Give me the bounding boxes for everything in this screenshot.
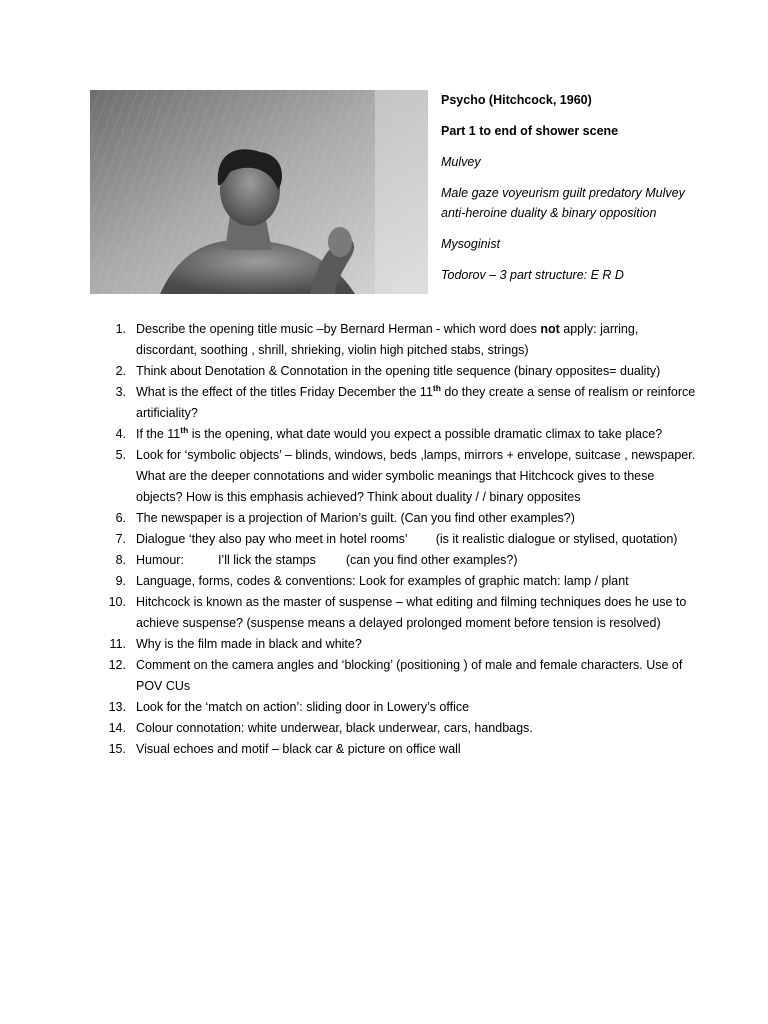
concepts-note: Male gaze voyeurism guilt predatory Mulvey anti-heroine duality & binary opposition bbox=[441, 186, 685, 220]
question-item: 5. Look for ‘symbolic objects’ – blinds, windows, beds ,lamps, mirrors + envelope, suitcase , newspaper. What are the deeper connotations and wider symbolic meanings that Hitchcock gives to these objects? How is this emphasis achieved? Think about duality / / binary opposites bbox=[115, 448, 696, 504]
question-item: 13. Look for the ‘match on action’: sliding door in Lowery’s office bbox=[108, 700, 470, 714]
question-item: 7. Dialogue ‘they also pay who meet in hotel rooms’ (is it realistic dialogue or stylised, quotation) bbox=[115, 532, 678, 546]
question-item: 10. Hitchcock is known as the master of suspense – what editing and filming techniques does he use to achieve suspense? (suspense means a delayed prolonged moment before tension is resolved) bbox=[108, 595, 687, 630]
question-item: 6. The newspaper is a projection of Marion’s guilt. (Can you find other examples?) bbox=[115, 511, 575, 525]
question-item: 8. Humour: I’ll lick the stamps (can you find other examples?) bbox=[115, 553, 518, 567]
question-item: 12. Comment on the camera angles and ‘blocking’ (positioning ) of male and female characters. Use of POV CUs bbox=[108, 658, 683, 693]
question-item: 9. Language, forms, codes & conventions: Look for examples of graphic match: lamp / plant bbox=[115, 574, 629, 588]
header-notes bbox=[441, 90, 701, 296]
question-item: 2. Think about Denotation & Connotation in the opening title sequence (binary opposites= duality) bbox=[115, 364, 661, 378]
question-item: 14. Colour connotation: white underwear, black underwear, cars, handbags. bbox=[108, 721, 533, 735]
question-item: 15. Visual echoes and motif – black car & picture on office wall bbox=[108, 742, 461, 756]
question-item: 4. If the 11th is the opening, what date would you expect a possible dramatic climax to take place? bbox=[115, 424, 663, 441]
theorist-note: Mulvey bbox=[441, 155, 481, 169]
shower-scene-photo bbox=[90, 90, 428, 294]
document-subtitle: Part 1 to end of shower scene bbox=[441, 124, 619, 138]
document-title: Psycho (Hitchcock, 1960) bbox=[441, 93, 592, 107]
todorov-note: Todorov – 3 part structure: E R D bbox=[441, 268, 624, 282]
question-item: 11. Why is the film made in black and white? bbox=[109, 637, 362, 651]
misogynist-note: Mysoginist bbox=[441, 237, 501, 251]
question-item: 1. Describe the opening title music –by Bernard Herman - which word does not apply: jarring, discordant, soothing , shrill, shrieking, violin high pitched stabs, strings) bbox=[115, 322, 639, 357]
question-list bbox=[100, 319, 700, 760]
question-item: 3. What is the effect of the titles Friday December the 11th do they create a sense of realism or reinforce artificiality? bbox=[115, 382, 696, 420]
